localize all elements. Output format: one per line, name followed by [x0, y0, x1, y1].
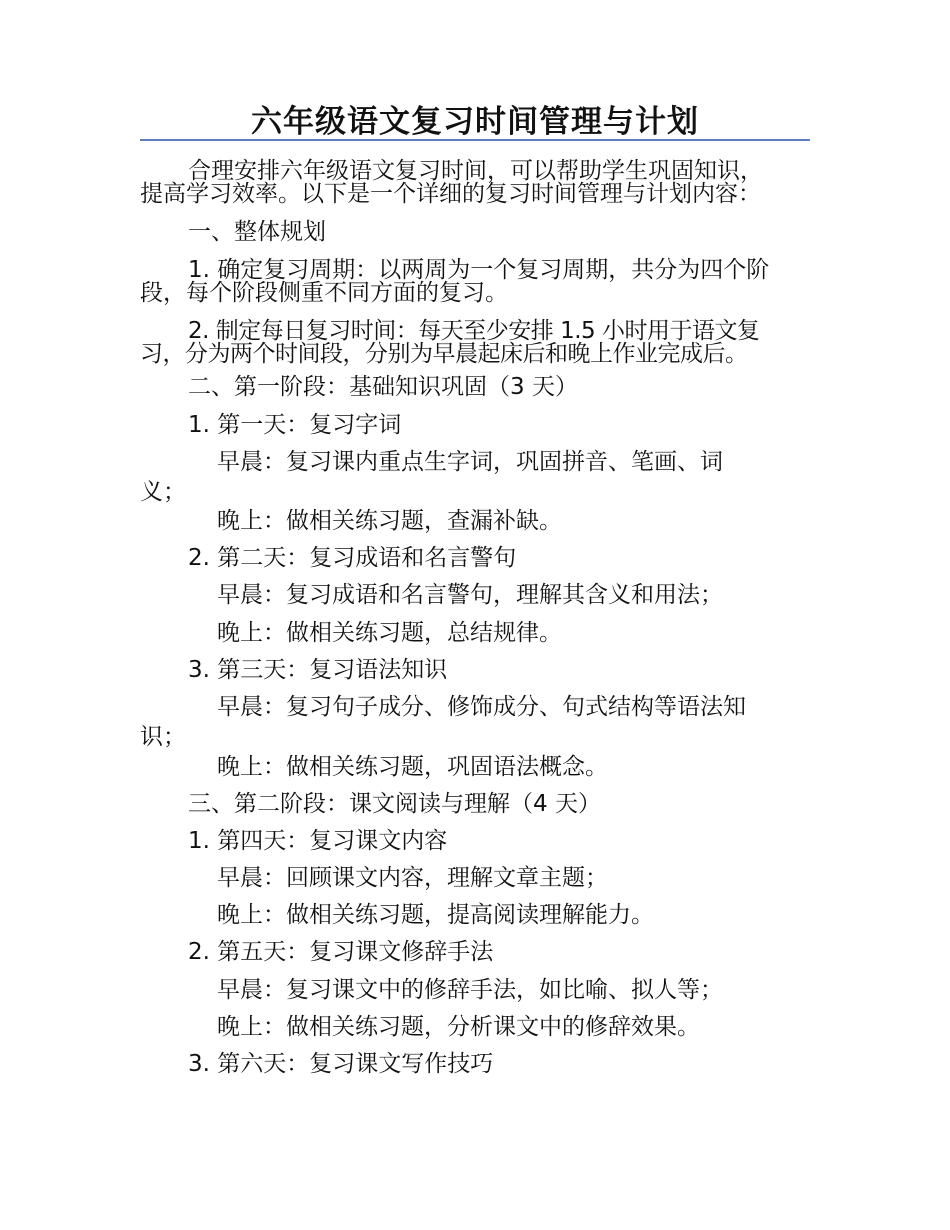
day-1-evening: 晚上：做相关练习题，查漏补缺。 [217, 508, 562, 534]
day-3-title: 3. 第三天：复习语法知识 [188, 657, 448, 683]
day-3-morning [140, 692, 810, 752]
document-title: 六年级语文复习时间管理与计划 [251, 104, 699, 140]
day-1-morning-line-2: 义； [140, 479, 186, 505]
day-1-morning-line-1: 早晨：复习课内重点生字词，巩固拼音、笔画、词 [217, 449, 723, 475]
section-heading-stage-1: 二、第一阶段：基础知识巩固（3 天） [188, 374, 578, 400]
section-heading-stage-2: 三、第二阶段：课文阅读与理解（4 天） [188, 791, 601, 817]
day-3-morning-line-1: 早晨：复习句子成分、修饰成分、句式结构等语法知 [217, 694, 746, 720]
overall-item-2 [140, 316, 810, 367]
overall-item-2-line-1: 2. 制定每日复习时间：每天至少安排 1.5 小时用于语文复 [188, 318, 760, 344]
section-heading-overall: 一、整体规划 [188, 219, 326, 245]
day-2-morning: 早晨：复习成语和名言警句，理解其含义和用法； [217, 582, 723, 608]
day-5-morning: 早晨：复习课文中的修辞手法，如比喻、拟人等； [217, 977, 723, 1003]
day-1-title: 1. 第一天：复习字词 [188, 412, 402, 438]
title-underline [140, 139, 810, 141]
intro-line-2: 提高学习效率。以下是一个详细的复习时间管理与计划内容： [140, 181, 761, 207]
day-4-morning: 早晨：回顾课文内容，理解文章主题； [217, 865, 608, 891]
overall-item-1-line-1: 1. 确定复习周期：以两周为一个复习周期，共分为四个阶 [188, 257, 770, 283]
intro-line-1: 合理安排六年级语文复习时间，可以帮助学生巩固知识， [188, 158, 763, 184]
day-3-evening: 晚上：做相关练习题，巩固语法概念。 [217, 754, 608, 780]
overall-item-1-line-2: 段，每个阶段侧重不同方面的复习。 [140, 280, 508, 306]
day-5-title: 2. 第五天：复习课文修辞手法 [188, 939, 494, 965]
day-2-evening: 晚上：做相关练习题，总结规律。 [217, 620, 562, 646]
day-2-title: 2. 第二天：复习成语和名言警句 [188, 545, 517, 571]
overall-item-1 [140, 255, 810, 306]
day-3-morning-line-2: 识； [140, 724, 186, 750]
intro-paragraph [140, 156, 810, 207]
overall-item-2-line-2: 习，分为两个时间段，分别为早晨起床后和晚上作业完成后。 [140, 341, 748, 367]
day-4-evening: 晚上：做相关练习题，提高阅读理解能力。 [217, 902, 654, 928]
day-5-evening: 晚上：做相关练习题，分析课文中的修辞效果。 [217, 1014, 700, 1040]
day-1-morning [140, 447, 810, 507]
day-4-title: 1. 第四天：复习课文内容 [188, 828, 448, 854]
day-6-title: 3. 第六天：复习课文写作技巧 [188, 1051, 494, 1077]
